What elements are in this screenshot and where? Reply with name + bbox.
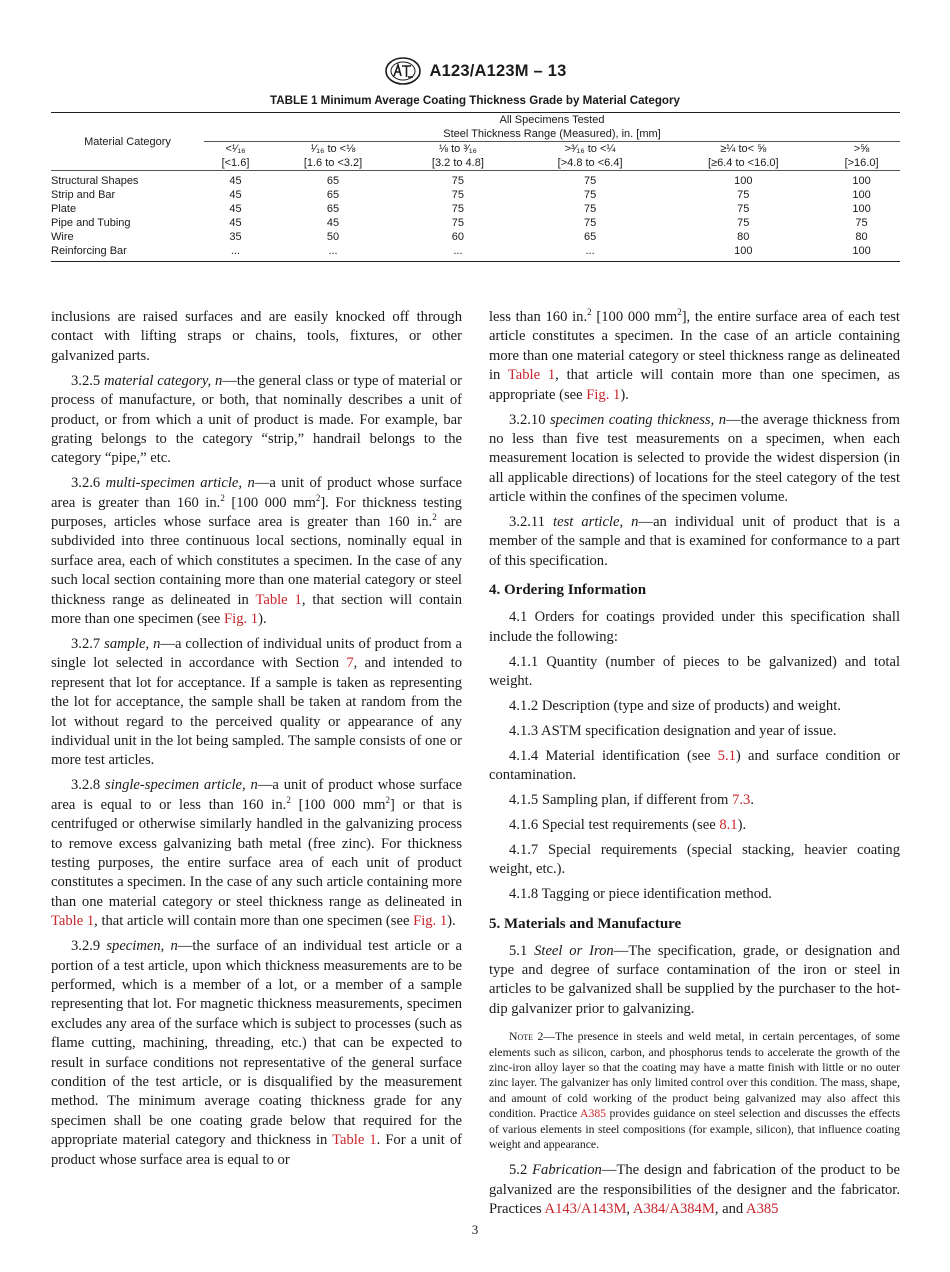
column-header: <¹⁄₁₆ [<1.6] [221,143,250,169]
column-header: ⅛ to ³⁄₁₆ [3.2 to 4.8] [431,143,484,169]
paragraph-5-1: 5.1 Steel or Iron—The specification, grade, or designation and type and degree of surface contamination of the iron or steel in articles to be galvanized shall be supplied by the purchaser to the hot-dip galvanizer prior to galvanizing. [489,942,900,1017]
section-8-1-link[interactable]: 8.1 [719,816,738,833]
fig-1-link[interactable]: Fig. 1 [586,386,621,403]
paragraph-3-2-7: 3.2.7 sample, n—a collection of individual units of product from a single lot selected in accordance with Section 7, and intended to represent that lot for acceptance. If a sample is taken as representing the lot for acceptance, the sample shall be taken at random from the lot without regard to the perceived quality or appearance of any individual unit in the lot being sampled. The sample consists of one or more test articles. [51,636,462,769]
table-row: Structural Shapes 45 65 75 75 100 100 [51,175,871,187]
table-row: Plate 45 65 75 75 75 100 [51,203,871,215]
page-header [0,56,950,86]
paragraph-inclusions: inclusions are raised surfaces and are easily knocked off through contact with lifting straps or chains, tools, fixtures, or other galvanized parts. [51,309,462,364]
a385-link[interactable]: A385 [746,1201,779,1218]
section-heading-materials: 5. Materials and Manufacture [489,915,682,932]
thickness-range-header: Steel Thickness Range (Measured), in. [mm] [204,127,900,142]
fig-1-link[interactable]: Fig. 1 [413,913,448,930]
paragraph-3-2-6: 3.2.6 multi-specimen article, n—a unit of product whose surface area is greater than 160 in.$^2$ [100 000 $mm^2$]. For thickness testing purposes, articles whose surface area is greater than 160 in.$^2$ are subdivided into three continuous local sections, nominally equal in surface area, each of which constitutes a specimen. In the case of any such local section containing more than one material category or steel thickness range as delineated in Table 1, that section will contain more than one specimen (see Fig. 1). [51,475,463,628]
section-heading-ordering: 4. Ordering Information [489,582,647,599]
column-header: >³⁄₁₆ to <¼ [>4.8 to <6.4] [557,143,623,169]
paragraph-3-2-9-continued: less than 160 in.$^2$ [100 000 $mm^2$], the entire surface area of each test article constitutes a specimen. In the case of an article containing more than one material category or steel thickness range as delineated in Table 1, that article will contain more than one specimen, as appropriate (see Fig. 1). [489,307,900,403]
document-designation: A123/A123M – 13 [429,61,567,80]
table-row: Wire 35 50 60 65 80 80 [51,231,868,243]
paragraph-4-1-3: 4.1.3 ASTM specification designation and year of issue. [509,722,837,739]
left-text-column [51,308,462,1175]
page-number: 3 [471,1222,479,1237]
a143-link[interactable]: A143/A143M [544,1201,627,1218]
coating-thickness-table [51,112,900,262]
paragraph-4-1-8: 4.1.8 Tagging or piece identification method. [509,886,772,903]
a384-link[interactable]: A384/A384M [632,1201,715,1218]
a385-link[interactable]: A385 [580,1107,607,1121]
paragraph-4-1: 4.1 Orders for coatings provided under this specification shall include the following: [489,609,900,645]
paragraph-3-2-11: 3.2.11 test article, n—an individual unit of product that is a member of the sample and that is examined for conformance to a part of this specification. [489,514,900,569]
table-1-link[interactable]: Table 1 [255,591,302,608]
paragraph-4-1-4: 4.1.4 Material identification (see 5.1) and surface condition or contamination. [489,747,901,784]
right-text-column [489,308,900,1225]
material-category-header: Material Category [51,113,204,171]
table-row: Reinforcing Bar ... ... ... ... 100 100 [51,244,900,262]
column-header: >⅝ [>16.0] [844,143,879,169]
astm-logo-icon [384,56,422,86]
column-header: ¹⁄₁₆ to <⅛ [1.6 to <3.2] [303,143,363,169]
paragraph-4-1-6: 4.1.6 Special test requirements (see 8.1). [509,816,747,833]
paragraph-3-2-10: 3.2.10 specimen coating thickness, n—the average thickness from no less than five test measurements on a specimen, when each measurement location is selected to provide the widest dispersion (in all applicable directions) of locations for the steel category of the test article within the confines of the specimen volume. [489,411,900,506]
paragraph-4-1-2: 4.1.2 Description (type and size of products) and weight. [509,697,841,714]
paragraph-5-2: 5.2 Fabrication—The design and fabrication of the product to be galvanized are the responsibilities of the designer and the fabricator. Practices A143/A143M, A384/A384M, and A385 [489,1162,900,1218]
note-2: Note 2—The presence in steels and weld metal, in certain percentages, of some elements such as silicon, carbon, and phosphorus tends to accelerate the growth of the zinc-iron alloy layer so that the coating may have a matte finish with little or no outer zinc layer. The galvanizer has only limited control over this condition. The mass, shape, and amount of cold working of the product being galvanized may also affect this condition. Practice A385 provides guidance on steel selection and discusses the effects of various elements in steel compositions (for example, silicon), that influence coating weight and appearance. [489,1030,901,1152]
table-caption: TABLE 1 Minimum Average Coating Thickness Grade by Material Category [270,94,680,107]
table-1-link[interactable]: Table 1 [507,367,556,384]
section-7-3-link[interactable]: 7.3 [732,792,751,809]
paragraph-3-2-9: 3.2.9 specimen, n—the surface of an individual test article or a portion of a test article, upon which thickness measurements are to be performed, which is a member of a lot, or a member of a sample representing that lot. For magnetic thickness measurements, specimen excludes any area of the surface which is subject to processes (such as flame cutting, machining, threading, etc.) that can be expected to result in surface conditions not representative of the general surface condition of the test article, or is disqualified by the measurement method. The minimum average coating thickness grade for any specimen shall be one coating grade below that required for the appropriate material category and thickness in Table 1. For a unit of product whose surface area is equal to or [51,938,462,1168]
section-5-1-link[interactable]: 5.1 [717,747,736,764]
paragraph-4-1-7: 4.1.7 Special requirements (special stacking, heavier coating weight, etc.). [489,841,900,878]
fig-1-link[interactable]: Fig. 1 [224,611,259,628]
table-1-link[interactable]: Table 1 [332,1132,377,1149]
paragraph-4-1-1: 4.1.1 Quantity (number of pieces to be galvanized) and total weight. [489,653,900,689]
paragraph-3-2-5: 3.2.5 material category, n—the general class or type of material or process of manufacture, or both, that nominally describes a unit of product, or from which a unit of product is made. For example, bar grating belongs to the category “strip,” handrail belongs to the category “pipe,” etc. [51,372,462,467]
section-7-link[interactable]: 7 [346,655,354,672]
paragraph-4-1-5: 4.1.5 Sampling plan, if different from 7.3. [509,792,754,809]
table-1-link[interactable]: Table 1 [51,913,95,930]
table-row: Pipe and Tubing 45 45 75 75 75 75 [51,217,868,229]
paragraph-3-2-8: 3.2.8 single-specimen article, n—a unit of product whose surface area is equal to or less than 160 in.$^2$ [100 000 $mm^2$] or that is centrifuged or otherwise similarly handled in the galvanizing process to remove excess galvanizing bath metal (free zinc). For thickness testing purposes, the entire surface area of each unit of product constitutes a specimen. In the case of any such article containing more than one material category or steel thickness range as delineated in Table 1, that article will contain more than one specimen (see Fig. 1). [51,777,462,930]
column-header: ≥¼ to< ⅝ [≥6.4 to <16.0] [708,143,779,169]
table-row: Strip and Bar 45 65 75 75 75 100 [51,189,871,201]
all-specimens-header: All Specimens Tested [499,114,605,126]
